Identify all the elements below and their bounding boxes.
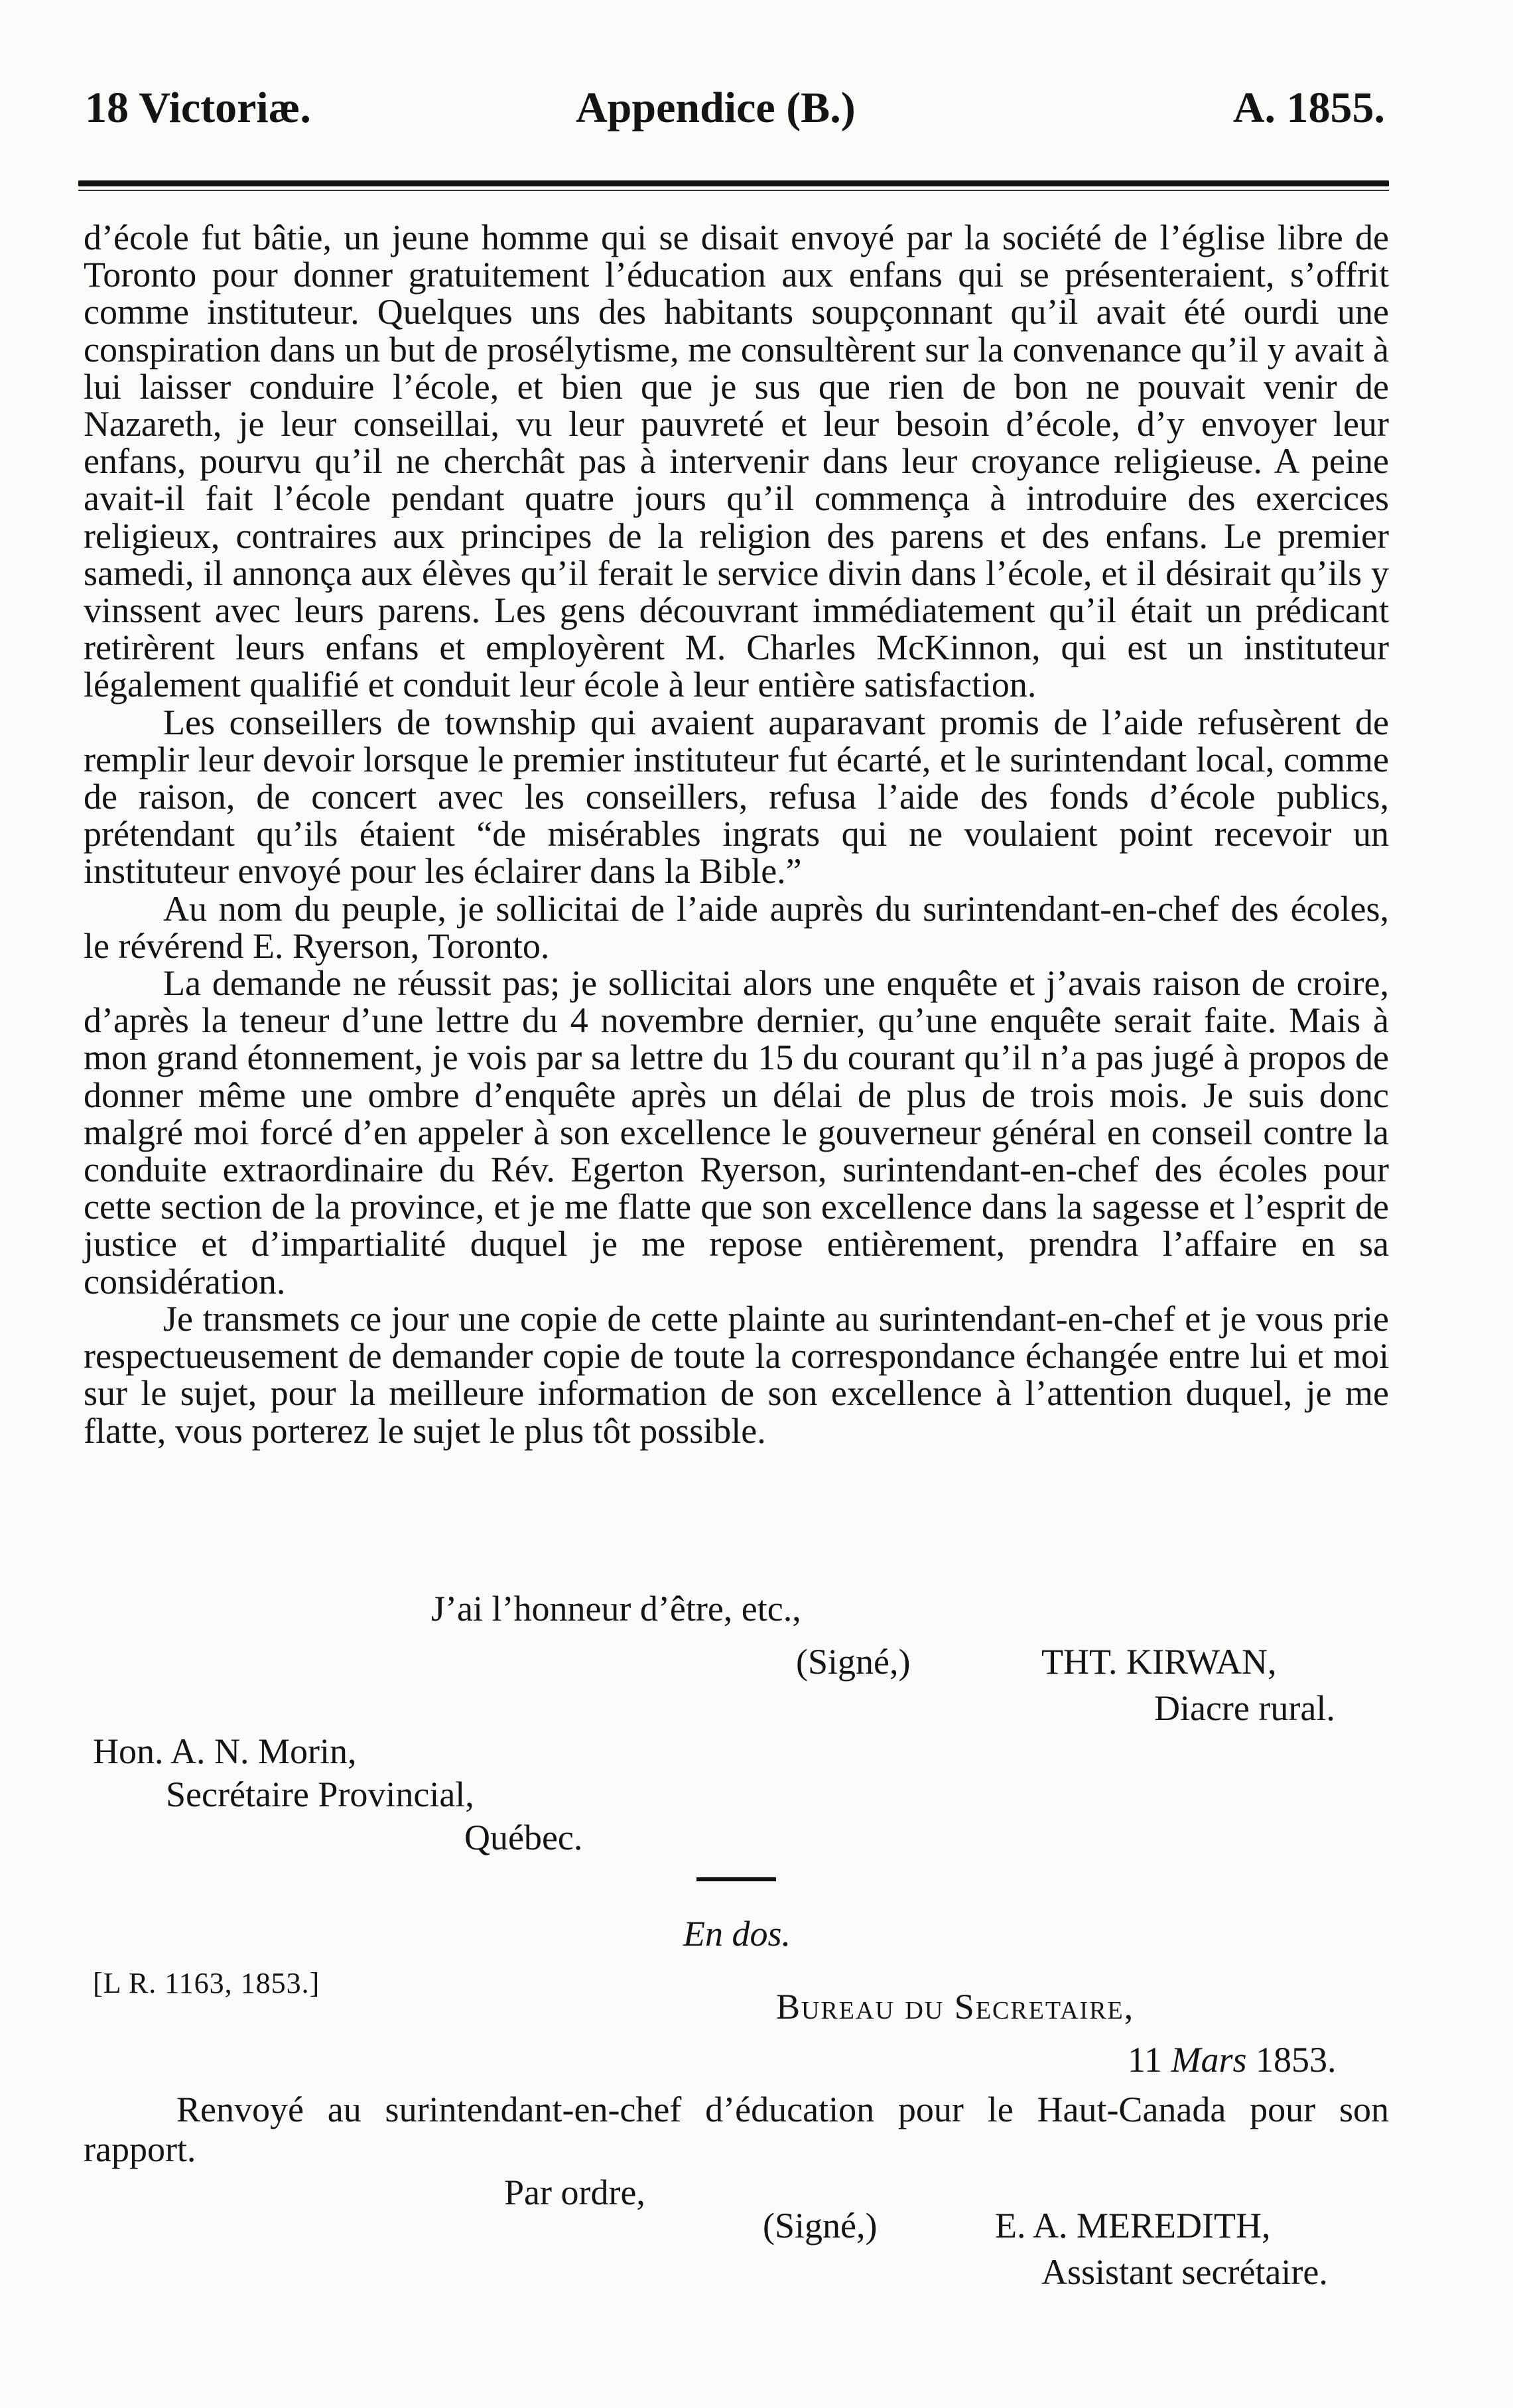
- section-divider: [696, 1877, 776, 1881]
- paragraph-5: Je transmets ce jour une copie de cette plainte au surintendant-en-chef et je vous prie respectueusement de demander copie de toute la correspondance échangée entre lui et moi sur le sujet, pour la meilleure information de son excellence à l’attention duquel, je me flatte, vous porterez le sujet le plus tôt possible.: [84, 1298, 1389, 1451]
- signer-name: THT. KIRWAN,: [1041, 1642, 1277, 1682]
- signer-title: Diacre rural.: [1154, 1688, 1335, 1728]
- endorsement-reference: [L R. 1163, 1853.]: [93, 1967, 320, 1999]
- endorsement-text: Renvoyé au surintendant-en-chef d’éducation pour le Haut-Canada pour son rapport.: [84, 2090, 1389, 2169]
- endorsement-office: Bureau du Secretaire,: [776, 1987, 1135, 2027]
- page-header: [85, 78, 1385, 138]
- paragraph-4: La demande ne réussit pas; je sollicitai alors une enquête et j’avais raison de croire, d’après la teneur d’une lettre du 4 novembre dernier, qu’une enquête serait faite. Mais à mon grand étonnement, je vois par sa lettre du 15 du courant qu’il n’a pas jugé à propos de donner même une ombre d’enquête après un délai de plus de trois mois. Je suis donc malgré moi forcé d’en appeler à son excellence le gouverneur général en conseil contre la conduite extraordinaire du Rév. Egerton Ryerson, surintendant-en-chef des écoles pour cette section de la province, et je me flatte que son excellence dans la sagesse et l’esprit de justice et d’impartialité duquel je me repose entièrement, prendra l’affaire en sa considération.: [84, 963, 1389, 1302]
- date-day: 11: [1128, 2040, 1162, 2080]
- paragraph-2: Les conseillers de township qui avaient auparavant promis de l’aide refusèrent de remplir leur devoir lorsque le premier instituteur fut écarté, et le surintendant local, comme de raison, de concert avec les conseillers, refusa l’aide des fonds d’école publics, prétendant qu’ils étaient “de misérables ingrats qui ne voulaient point recevoir un instituteur envoyé pour les éclairer dans la Bible.”: [84, 702, 1389, 892]
- endorsement-signer-name: E. A. MEREDITH,: [995, 2206, 1271, 2245]
- date-year: 1853.: [1256, 2040, 1337, 2080]
- endorsement-date: [1128, 2040, 1337, 2080]
- closing-signed: (Signé,): [796, 1642, 911, 1682]
- addressee-city: Québec.: [464, 1818, 583, 1857]
- header-appendix: Appendice (B.): [576, 84, 856, 132]
- date-month: Mars: [1171, 2040, 1247, 2080]
- paragraph-3: Au nom du peuple, je sollicitai de l’aide auprès du surintendant-en-chef des écoles, le révérend E. Ryerson, Toronto.: [84, 888, 1389, 966]
- paragraph-1: d’école fut bâtie, un jeune homme qui se disait envoyé par la société de l’église libre de Toronto pour donner gratuitement l’éducation aux enfans qui se présenteraient, s’offrit comme instituteur. Quelques uns des habitants soupçonnant qu’il avait été ourdi une conspiration dans un but de prosélytisme, me consultèrent sur la convenance qu’il y avait à lui laisser conduire l’école, et bien que je sus que rien de bon ne pouvait venir de Nazareth, je leur conseillai, vu leur pauvreté et leur besoin d’école, d’y envoyer leur enfans, pourvu qu’il ne cherchât pas à intervenir dans leur croyance religieuse. A peine avait-il fait l’école pendant quatre jours qu’il commença à introduire des exercices religieux, contraires aux principes de la religion des parens et des enfans. Le premier samedi, il annonça aux élèves qu’il ferait le service divin dans l’école, et il désirait qu’ils y vinssent avec leurs parens. Les gens découvrant immédiatement qu’il était un prédicant retirèrent leurs enfans et employèrent M. Charles McKinnon, qui est un instituteur légalement qualifié et conduit leur école à leur entière satisfaction.: [84, 218, 1389, 705]
- header-rule: [78, 180, 1389, 186]
- endorsement-order: Par ordre,: [504, 2173, 645, 2212]
- closing-salutation: J’ai l’honneur d’être, etc.,: [431, 1589, 801, 1629]
- letter-body: [84, 219, 1389, 1449]
- addressee-name: Hon. A. N. Morin,: [93, 1731, 357, 1771]
- addressee-title: Secrétaire Provincial,: [166, 1774, 474, 1814]
- endorsement-heading: En dos.: [683, 1914, 791, 1954]
- header-session: 18 Victoriæ.: [85, 84, 311, 132]
- endorsement-signed: (Signé,): [763, 2206, 878, 2245]
- header-rule-thin: [78, 190, 1389, 191]
- endorsement-signer-title: Assistant secrétaire.: [1041, 2252, 1328, 2292]
- header-year: A. 1855.: [1232, 84, 1385, 132]
